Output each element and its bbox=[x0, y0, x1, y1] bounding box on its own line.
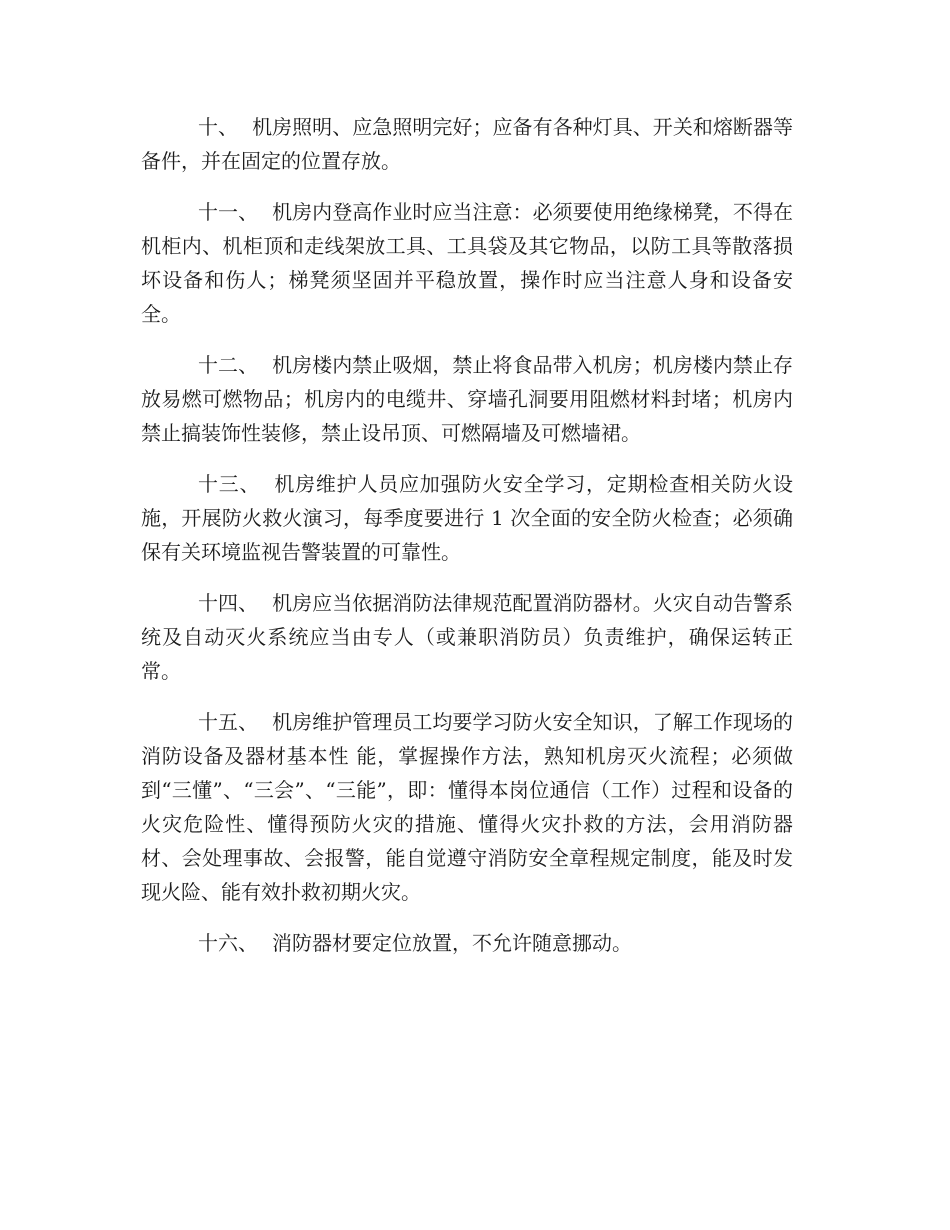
paragraph-number: 十四、 bbox=[198, 591, 259, 615]
paragraph-text: 机房照明、应急照明完好；应备有各种灯具、开关和熔断器等备件，并在固定的位置存放。 bbox=[141, 115, 794, 173]
paragraph-text: 机房应当依据消防法律规范配置消防器材。火灾自动告警系统及自动灭火系统应当由专人（或兼职消防员）负责维护，确保运转正常。 bbox=[141, 591, 794, 683]
paragraph-text: 机房楼内禁止吸烟，禁止将食品带入机房；机房楼内禁止存放易燃可燃物品；机房内的电缆井、穿墙孔洞要用阻燃材料封堵；机房内禁止搞装饰性装修，禁止设吊顶、可燃隔墙及可燃墙裙。 bbox=[141, 353, 794, 445]
paragraph-number: 十、 bbox=[198, 115, 239, 139]
paragraph-text: 机房内登高作业时应当注意：必须要使用绝缘梯凳，不得在机柜内、机柜顶和走线架放工具、工具袋及其它物品，以防工具等散落损坏设备和伤人；梯凳须坚固并平稳放置，操作时应当注意人身和设备安全。 bbox=[141, 200, 794, 326]
paragraph-11 bbox=[141, 195, 793, 331]
paragraph-text: 机房维护人员应加强防火安全学习，定期检查相关防火设施，开展防火救火演习，每季度要进行 1 次全面的安全防火检查；必须确保有关环境监视告警装置的可靠性。 bbox=[141, 472, 794, 564]
paragraph-number: 十二、 bbox=[198, 353, 259, 377]
paragraph-number: 十三、 bbox=[198, 472, 261, 496]
paragraph-number: 十一、 bbox=[198, 200, 259, 224]
paragraph-text: 消防器材要定位放置，不允许随意挪动。 bbox=[272, 931, 632, 955]
paragraph-16 bbox=[141, 926, 793, 960]
paragraph-12 bbox=[141, 348, 793, 450]
document-body bbox=[141, 110, 793, 977]
paragraph-13 bbox=[141, 467, 793, 569]
paragraph-number: 十五、 bbox=[198, 710, 259, 734]
paragraph-number: 十六、 bbox=[198, 931, 258, 955]
paragraph-text: 机房维护管理员工均要学习防火安全知识，了解工作现场的消防设备及器材基本性 能，掌握操作方法，熟知机房灭火流程；必须做到“三懂”、“三会”、“三能”，即：懂得本岗位通信（工作）过程和设备的火灾危险性、懂得预防火灾的措施、懂得火灾扑救的方法，会用消防器材、会处理事故、会报警，能自觉遵守消防安全章程规定制度，能及时发现火险、能有效扑救初期火灾。 bbox=[141, 710, 794, 904]
paragraph-14 bbox=[141, 586, 793, 688]
paragraph-15 bbox=[141, 705, 793, 909]
paragraph-10 bbox=[141, 110, 793, 178]
